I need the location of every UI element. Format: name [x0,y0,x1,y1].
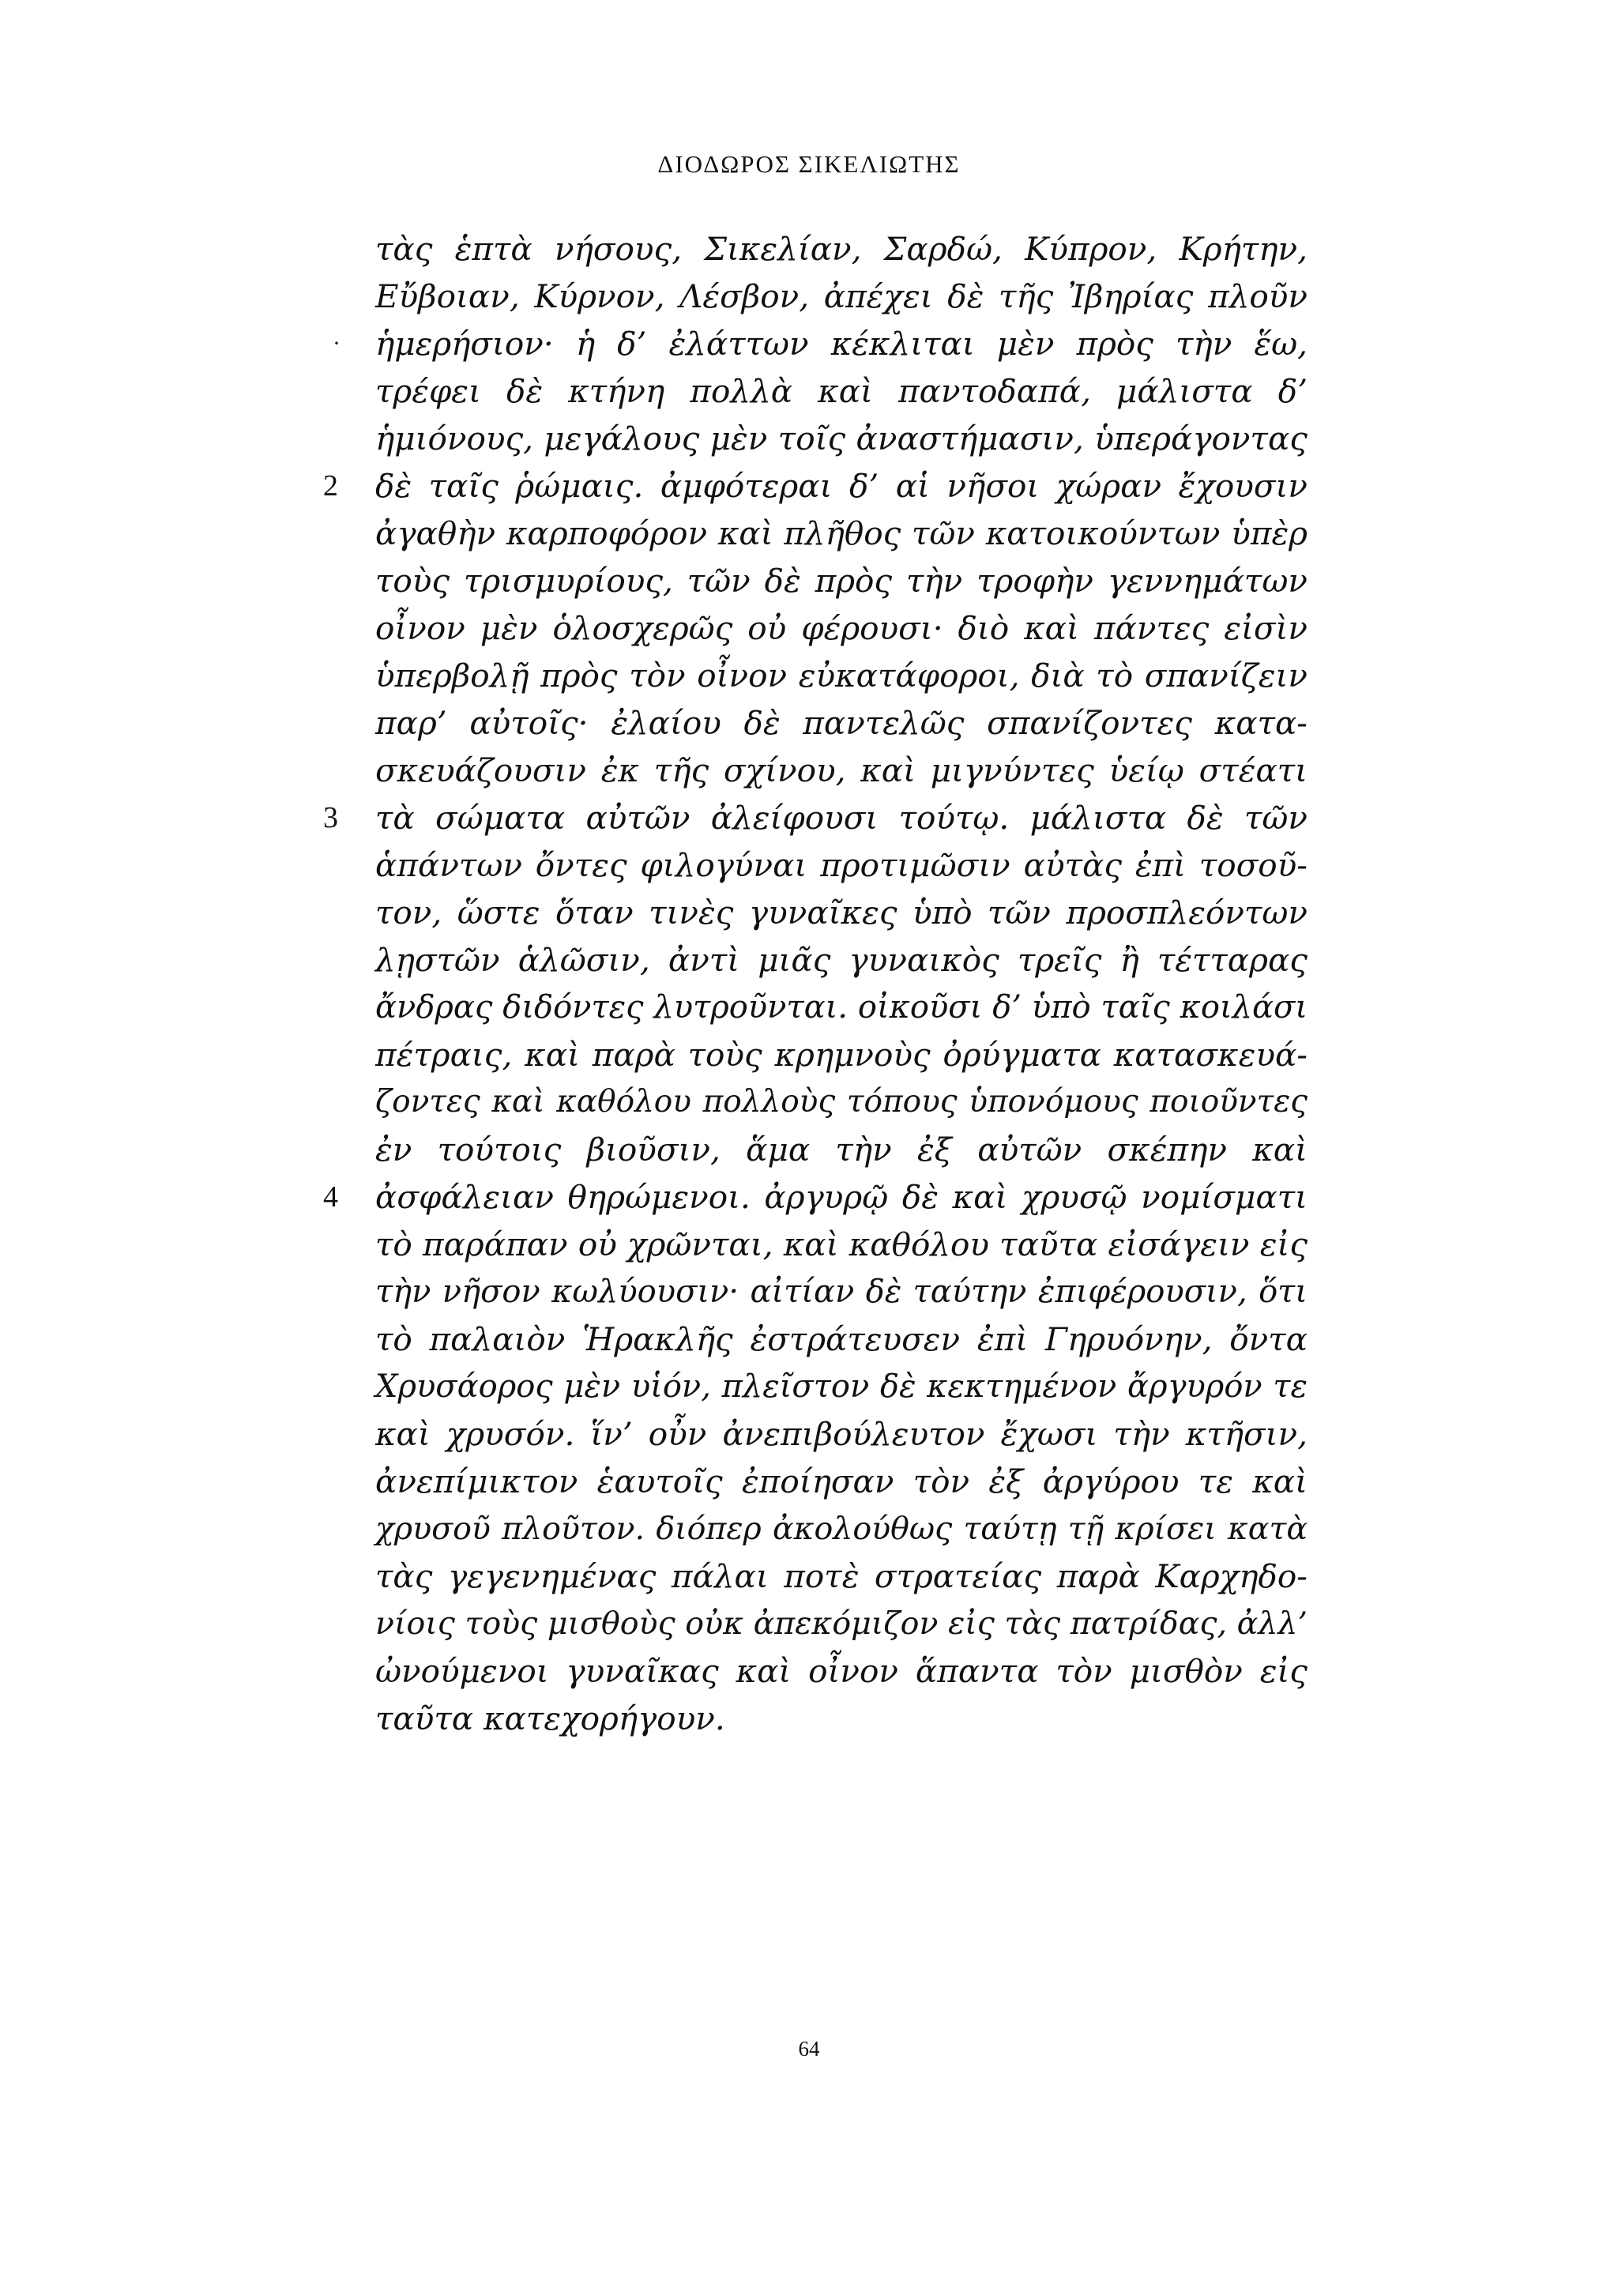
text-line: ὑπερβολῇ πρὸς τὸν οἶνον εὐκατάφοροι, διὰ τὸ σπανίζειν [375,657,1308,694]
text-line: τὰς γεγενημένας πάλαι ποτὲ στρατείας παρὰ Καρχηδο- [375,1557,1308,1595]
text-line: τρέφει δὲ κτήνη πολλὰ καὶ παντοδαπά, μάλιστα δ’ [375,372,1308,410]
text-line: ταῦτα κατεχορήγουν. [375,1699,725,1737]
text-line: τὴν νῆσον κωλύουσιν· αἰτίαν δὲ ταύτην ἐπιφέρουσιν, ὅτι [375,1274,1308,1310]
text-line: 3 τὰ σώματα αὐτῶν ἀλείφουσι τούτῳ. μάλιστα δὲ τῶν [375,794,1308,841]
text-line: οἶνον μὲν ὁλοσχερῶς οὐ φέρουσι· διὸ καὶ πάντες εἰσὶν [375,609,1308,647]
text-line: τον, ὥστε ὅταν τινὲς γυναῖκες ὑπὸ τῶν προσπλεόντων [375,894,1308,932]
text-line: ἁπάντων ὄντες φιλογύναι προτιμῶσιν αὐτὰς ἐπὶ τοσοῦ- [375,846,1308,884]
text-line: ἄνδρας διδόντες λυτροῦνται. οἰκοῦσι δ’ ὑπὸ ταῖς κοιλάσι [375,989,1308,1026]
text-line: τὸ παράπαν οὐ χρῶνται, καὶ καθόλου ταῦτα εἰσάγειν εἰς [375,1225,1308,1263]
text-line: Χρυσάορος μὲν υἱόν, πλεῖστον δὲ κεκτημένον ἄργυρόν τε [375,1368,1308,1405]
text-line: ἀνεπίμικτον ἑαυτοῖς ἐποίησαν τὸν ἐξ ἀργύρου τε καὶ [375,1462,1308,1500]
text-line: πέτραις, καὶ παρὰ τοὺς κρημνοὺς ὀρύγματα κατασκευά- [375,1036,1308,1074]
section-number: 3 [323,801,338,834]
text-line: ζοντες καὶ καθόλου πολλοὺς τόπους ὑπονόμους ποιοῦντες [375,1084,1308,1120]
text-line: 4 ἀσφάλειαν θηρώμενοι. ἀργυρῷ δὲ καὶ χρυσῷ νομίσματι [375,1173,1308,1221]
text-line: λῃστῶν ἁλῶσιν, ἀντὶ μιᾶς γυναικὸς τρεῖς ἢ τέτταρας [375,941,1308,979]
text-line: καὶ χρυσόν. ἵν’ οὖν ἀνεπιβούλευτον ἔχωσι τὴν κτῆσιν, [375,1415,1308,1453]
margin-dot: · [333,330,341,356]
text-line: Εὔβοιαν, Κύρνον, Λέσβον, ἀπέχει δὲ τῆς Ἰβηρίας πλοῦν [375,277,1308,315]
text-line: τοὺς τρισμυρίους, τῶν δὲ πρὸς τὴν τροφὴν γεννημάτων [375,562,1308,600]
section-number: 4 [323,1180,338,1214]
text-line: ὠνούμενοι γυναῖκας καὶ οἶνον ἅπαντα τὸν μισθὸν εἰς [375,1652,1308,1690]
text-line: ἐν τούτοις βιοῦσιν, ἅμα τὴν ἐξ αὐτῶν σκέπην καὶ [375,1131,1308,1169]
text-line: ἡμιόνους, μεγάλους μὲν τοῖς ἀναστήμασιν, ὑπεράγοντας [375,420,1308,457]
greek-text-block [323,225,1308,1742]
text-line: τὰς ἑπτὰ νήσους, Σικελίαν, Σαρδώ, Κύπρον, Κρήτην, [375,230,1308,268]
text-line: · ἡμερήσιον· ἡ δ’ ἐλάττων κέκλιται μὲν πρὸς τὴν ἕω, [375,320,1308,367]
text-line: 2 δὲ ταῖς ῥώμαις. ἀμφότεραι δ’ αἱ νῆσοι χώραν ἔχουσιν [375,462,1308,510]
text-line: ἀγαθὴν καρποφόρον καὶ πλῆθος τῶν κατοικούντων ὑπὲρ [375,514,1308,552]
text-line: χρυσοῦ πλοῦτον. διόπερ ἀκολούθως ταύτῃ τῇ κρίσει κατὰ [375,1511,1308,1547]
text-line: τὸ παλαιὸν Ἡρακλῆς ἐστράτευσεν ἐπὶ Γηρυόνην, ὄντα [375,1320,1308,1358]
page-number: 64 [798,2037,820,2061]
running-title: ΔΙΟΔΩΡΟΣ ΣΙΚΕΛΙΩΤΗΣ [657,150,961,178]
text-line: σκευάζουσιν ἐκ τῆς σχίνου, καὶ μιγνύντες ὑείῳ στέατι [375,751,1308,789]
section-number: 2 [323,469,338,502]
text-line: νίοις τοὺς μισθοὺς οὐκ ἀπεκόμιζον εἰς τὰς πατρίδας, ἀλλ’ [375,1605,1308,1642]
text-line: παρ’ αὐτοῖς· ἐλαίου δὲ παντελῶς σπανίζοντες κατα- [375,704,1308,742]
